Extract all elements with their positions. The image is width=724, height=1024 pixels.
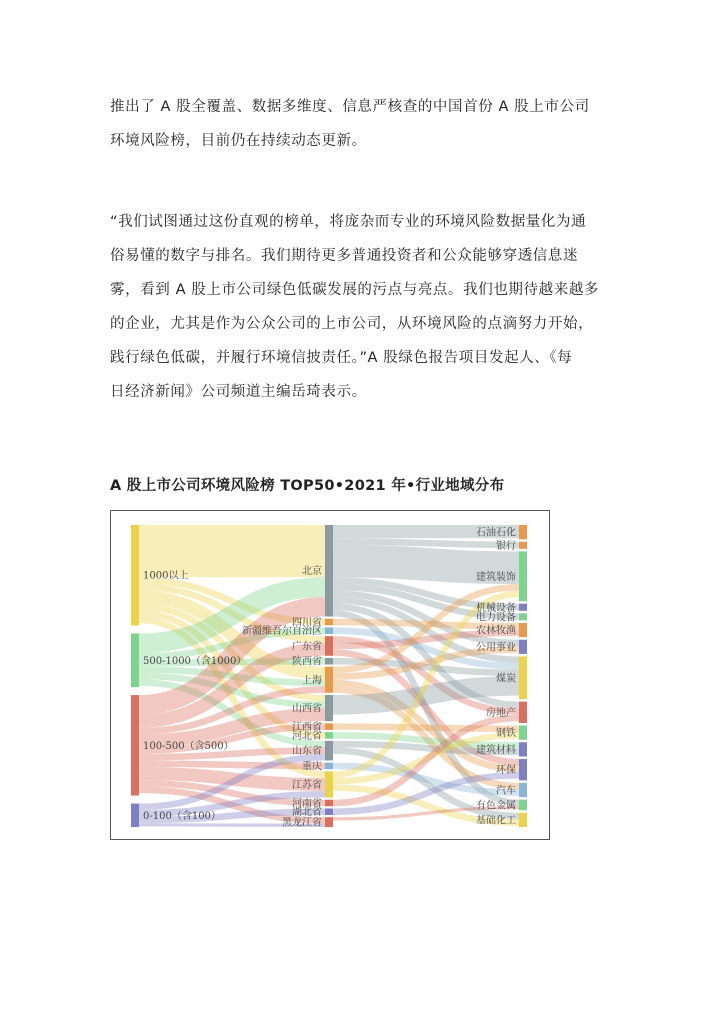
paragraph-line: 推出了 A 股全覆盖、数据多维度、信息严核查的中国首份 A 股上市公司: [110, 99, 590, 115]
region-label: 北京: [302, 566, 322, 578]
score-group-node: [131, 633, 139, 687]
region-node: [325, 800, 333, 807]
industry-node: [519, 759, 527, 780]
region-node: [325, 763, 333, 770]
region-industry-flow: [333, 727, 519, 729]
intro-paragraph: [110, 90, 610, 158]
region-node: [325, 636, 333, 656]
region-label: 新疆维吾尔自治区: [242, 626, 322, 638]
region-node: [325, 771, 333, 797]
paragraph-line: 践行绿色低碳，并履行环境信披责任。”A 股绿色报告项目发起人、《每: [110, 350, 573, 366]
region-label: 山西省: [292, 703, 322, 715]
industry-label: 钢铁: [496, 728, 516, 740]
region-node: [325, 627, 333, 634]
figure-title: A 股上市公司环境风险榜 TOP50•2021 年•行业地域分布: [110, 478, 505, 494]
paragraph-line: 雾，看到 A 股上市公司绿色低碳发展的污点与亮点。我们也期待越来越多: [110, 282, 600, 298]
paragraph-line: 环境风险榜，目前仍在持续动态更新。: [110, 133, 367, 149]
region-node: [325, 817, 333, 827]
industry-node: [519, 604, 527, 611]
paragraph-line: 日经济新闻》公司频道主编岳琦表示。: [110, 384, 367, 400]
region-label: 江西省: [292, 722, 322, 734]
industry-label: 机械设备: [476, 602, 516, 614]
industry-node: [519, 742, 527, 756]
group-region-flow: [139, 764, 325, 766]
industry-label: 煤炭: [496, 673, 516, 685]
industry-node: [519, 640, 527, 654]
region-label: 湖北省: [292, 807, 322, 819]
score-group-node: [131, 804, 139, 827]
region-label: 上海: [302, 675, 322, 687]
industry-node: [519, 623, 527, 637]
industry-label: 房地产: [486, 707, 516, 719]
industry-label: 电力设备: [476, 612, 516, 624]
industry-node: [519, 613, 527, 620]
industry-label: 建筑材料: [476, 744, 516, 756]
industry-label: 公用事业: [476, 642, 516, 654]
industry-node: [519, 783, 527, 797]
sankey-chart: [111, 511, 551, 841]
industry-node: [519, 800, 527, 811]
industry-label: 有色金属: [476, 800, 516, 812]
paragraph-line: 的企业，尤其是作为公众公司的上市公司，从环境风险的点滴努力开始，: [110, 316, 594, 332]
score-group-label: 500-1000（含1000）: [143, 655, 247, 667]
region-label: 陕西省: [292, 656, 322, 668]
region-node: [325, 695, 333, 721]
region-label: 江苏省: [292, 779, 322, 791]
paragraph-line: “我们试图通过这份直观的榜单，将庞杂而专业的环境风险数据量化为通: [110, 214, 587, 230]
industry-label: 石油石化: [476, 527, 516, 539]
region-node: [325, 732, 333, 739]
quote-paragraph: [110, 205, 610, 409]
industry-label: 农林牧渔: [476, 625, 516, 637]
region-label: 广东省: [292, 641, 322, 653]
score-group-node: [131, 695, 139, 795]
paragraph-line: 俗易懂的数字与排名。我们期待更多普通投资者和公众能够穿透信息迷: [110, 248, 579, 264]
region-label: 四川省: [292, 617, 322, 629]
region-industry-flow: [333, 561, 519, 568]
industry-label: 汽车: [496, 785, 516, 797]
score-group-node: [131, 525, 139, 625]
region-node: [325, 667, 333, 693]
region-label: 河南省: [292, 798, 322, 810]
region-label: 河北省: [292, 730, 322, 742]
score-group-label: 1000以上: [143, 570, 189, 582]
region-node: [325, 658, 333, 665]
region-node: [325, 619, 333, 626]
industry-node: [519, 813, 527, 827]
region-node: [325, 808, 333, 815]
region-label: 重庆: [302, 761, 322, 773]
score-group-label: 100-500（含500）: [143, 740, 234, 752]
industry-node: [519, 726, 527, 740]
industry-label: 基础化工: [476, 815, 516, 827]
region-node: [325, 525, 333, 616]
region-label: 黑龙江省: [282, 817, 322, 829]
region-node: [325, 723, 333, 730]
score-group-label: 0-100（含100）: [143, 810, 221, 822]
region-label: 山东省: [292, 746, 322, 758]
industry-node: [519, 702, 527, 723]
industry-node: [519, 551, 527, 601]
sankey-figure: [110, 510, 550, 840]
industry-label: 环保: [496, 765, 516, 777]
industry-node: [519, 542, 527, 549]
industry-node: [519, 525, 527, 539]
region-node: [325, 741, 333, 761]
industry-label: 银行: [496, 540, 516, 552]
industry-node: [519, 656, 527, 699]
industry-label: 建筑装饰: [476, 571, 516, 583]
region-industry-flow: [333, 541, 519, 545]
